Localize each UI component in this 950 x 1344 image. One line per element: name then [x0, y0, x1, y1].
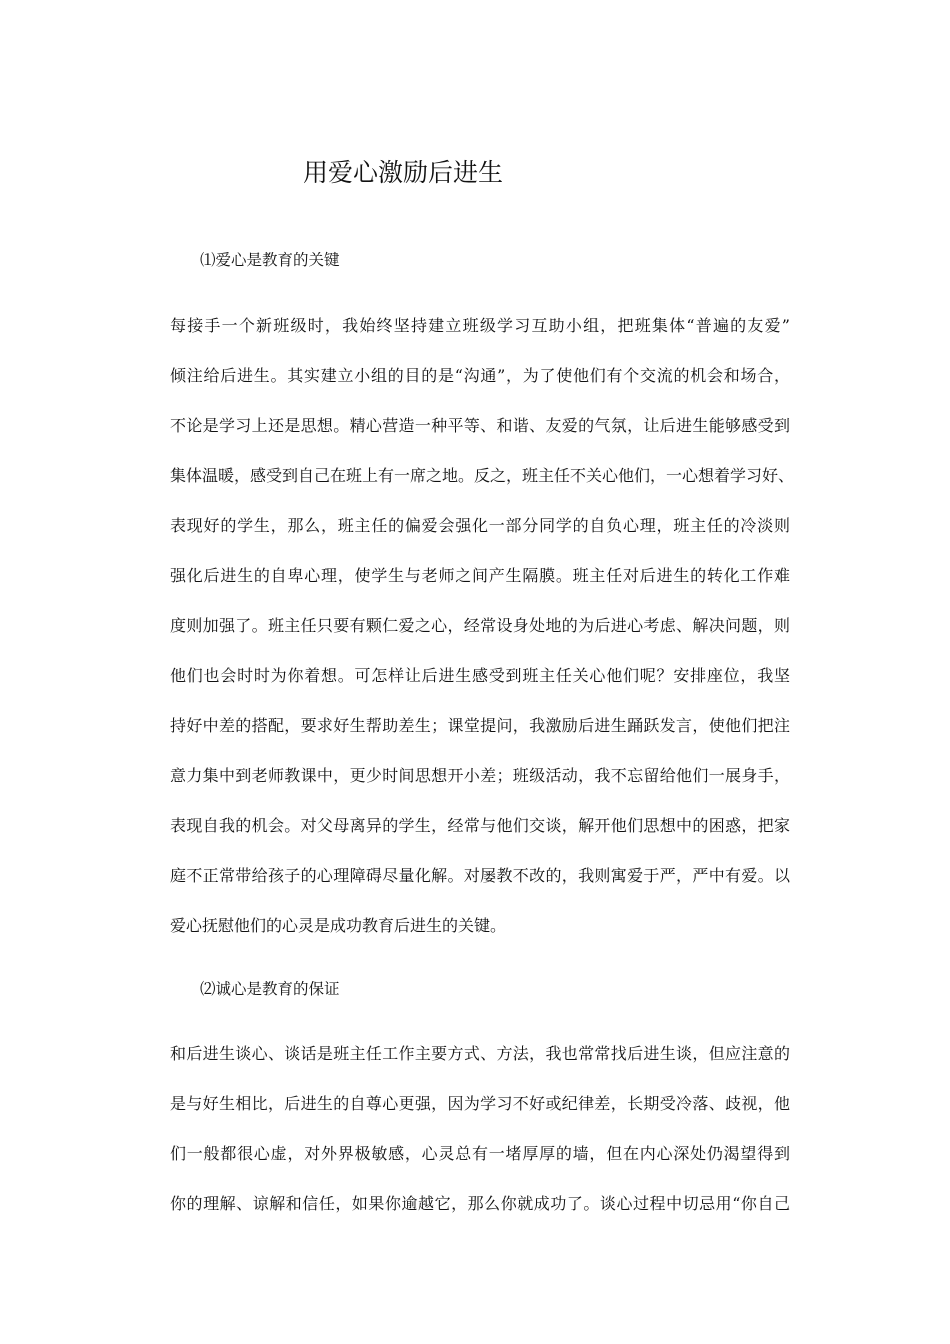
section-heading-2: ⑵诚心是教育的保证	[200, 980, 340, 998]
paragraph-line: 度则加强了。班主任只要有颗仁爱之心，经常设身处地的为后进心考虑、解决问题，则	[170, 616, 790, 635]
paragraph-line: 每接手一个新班级时，我始终坚持建立班级学习互助小组，把班集体“普遍的友爱”	[170, 316, 790, 335]
paragraph-line: 集体温暖，感受到自己在班上有一席之地。反之，班主任不关心他们，一心想着学习好、	[170, 466, 795, 485]
document-title: 用爱心激励后进生	[303, 158, 504, 187]
paragraph-line: 你的理解、谅解和信任，如果你逾越它，那么你就成功了。谈心过程中切忌用“你自己	[170, 1194, 790, 1213]
paragraph-line: 倾注给后进生。其实建立小组的目的是“沟通”，为了使他们有个交流的机会和场合，	[170, 366, 790, 385]
paragraph-line: 意力集中到老师教课中，更少时间思想开小差；班级活动，我不忘留给他们一展身手，	[170, 766, 790, 785]
paragraph-line: 表现好的学生，那么，班主任的偏爱会强化一部分同学的自负心理，班主任的冷淡则	[170, 516, 790, 535]
paragraph-line: 强化后进生的自卑心理，使学生与老师之间产生隔膜。班主任对后进生的转化工作难	[170, 566, 790, 585]
section-heading-1: ⑴爱心是教育的关键	[200, 251, 340, 269]
paragraph-line: 表现自我的机会。对父母离异的学生，经常与他们交谈，解开他们思想中的困惑，把家	[170, 816, 790, 835]
paragraph-line: 是与好生相比，后进生的自尊心更强，因为学习不好或纪律差，长期受冷落、歧视，他	[170, 1094, 790, 1113]
paragraph-line: 持好中差的搭配，要求好生帮助差生；课堂提问，我激励后进生踊跃发言，使他们把注	[170, 716, 790, 735]
paragraph-line: 和后进生谈心、谈话是班主任工作主要方式、方法，我也常常找后进生谈，但应注意的	[170, 1044, 790, 1063]
paragraph-line: 不论是学习上还是思想。精心营造一种平等、和谐、友爱的气氛，让后进生能够感受到	[170, 416, 790, 435]
paragraph-line: 庭不正常带给孩子的心理障碍尽量化解。对屡教不改的，我则寓爱于严，严中有爱。以	[170, 866, 790, 885]
paragraph-line: 们一般都很心虚，对外界极敏感，心灵总有一堵厚厚的墙，但在内心深处仍渴望得到	[170, 1144, 790, 1163]
paragraph-line: 他们也会时时为你着想。可怎样让后进生感受到班主任关心他们呢？安排座位，我坚	[170, 666, 790, 685]
paragraph-line: 爱心抚慰他们的心灵是成功教育后进生的关键。	[170, 916, 507, 935]
